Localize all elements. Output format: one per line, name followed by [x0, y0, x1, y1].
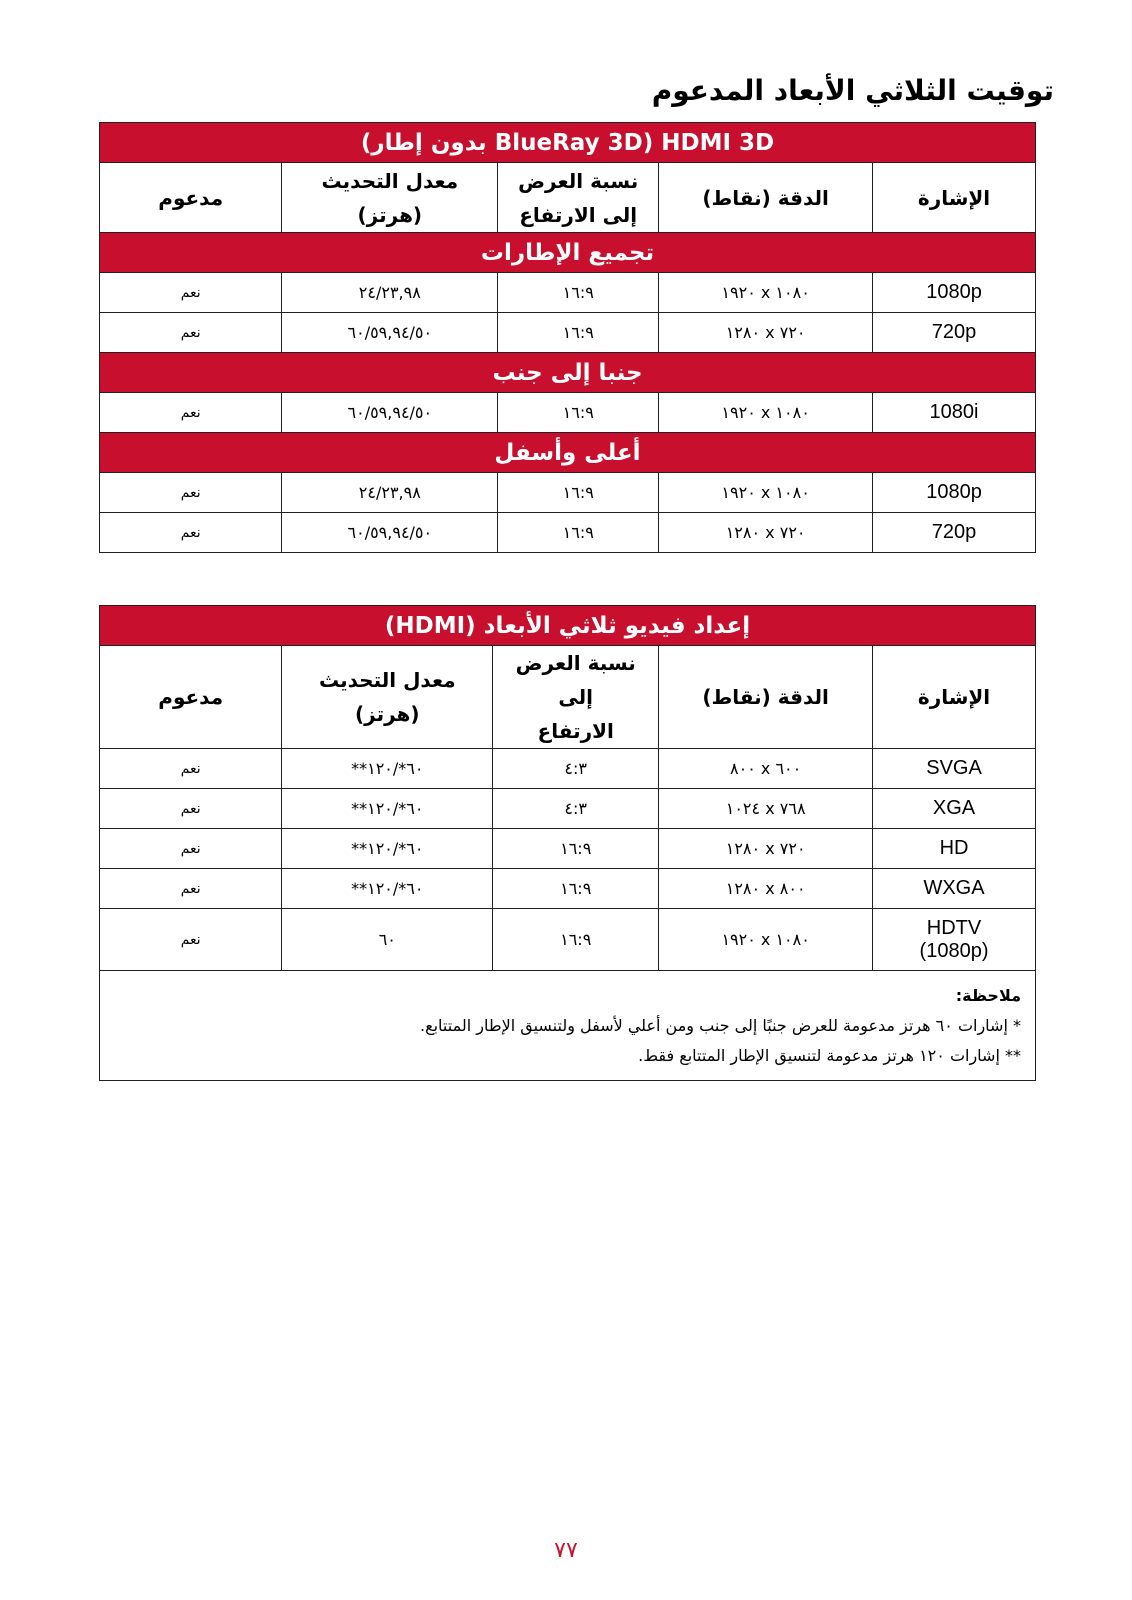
supported-cell: نعم: [100, 393, 282, 433]
refresh-cell: ٦٠/٥٩,٩٤/٥٠: [282, 313, 498, 353]
signal-cell: WXGA: [873, 869, 1036, 909]
table-row: [100, 473, 1036, 513]
supported-cell: نعم: [100, 869, 282, 909]
refresh-cell: ٦٠*/١٢٠**: [282, 789, 493, 829]
signal-cell: 1080p: [873, 273, 1036, 313]
resolution-cell: ١٩٢٠ x ١٠٨٠: [659, 393, 873, 433]
refresh-cell: ٦٠: [282, 909, 493, 971]
resolution-cell: ١٢٨٠ x ٨٠٠: [659, 869, 873, 909]
supported-cell: نعم: [100, 473, 282, 513]
resolution-cell: ١٩٢٠ x ١٠٨٠: [659, 909, 873, 971]
signal-cell: XGA: [873, 789, 1036, 829]
refresh-cell: ٢٤/٢٣,٩٨: [282, 473, 498, 513]
notes-title: ملاحظة:: [955, 985, 1021, 1005]
signal-cell: 720p: [873, 513, 1036, 553]
table-row: [100, 909, 1036, 971]
supported-cell: نعم: [100, 789, 282, 829]
table-row: [100, 869, 1036, 909]
supported-cell: نعم: [100, 273, 282, 313]
notes-box: [100, 971, 1036, 1081]
aspect-cell: ١٦:٩: [498, 473, 659, 513]
header-resolution: الدقة (نقاط): [659, 646, 873, 749]
aspect-cell: ١٦:٩: [498, 393, 659, 433]
table-row: [100, 749, 1036, 789]
aspect-cell: ١٦:٩: [493, 829, 659, 869]
refresh-cell: ٦٠/٥٩,٩٤/٥٠: [282, 513, 498, 553]
supported-cell: نعم: [100, 313, 282, 353]
refresh-cell: ٦٠/٥٩,٩٤/٥٠: [282, 393, 498, 433]
section-title: أعلى وأسفل: [100, 433, 1036, 473]
signal-cell: 720p: [873, 313, 1036, 353]
section-title: تجميع الإطارات: [100, 233, 1036, 273]
header-signal: الإشارة: [873, 163, 1036, 233]
resolution-cell: ١٢٨٠ x ٧٢٠: [659, 513, 873, 553]
resolution-cell: ١٩٢٠ x ١٠٨٠: [659, 473, 873, 513]
page-number: ٧٧: [554, 1538, 578, 1563]
table-row: [100, 393, 1036, 433]
resolution-cell: ٨٠٠ x ٦٠٠: [659, 749, 873, 789]
table-row: [100, 313, 1036, 353]
supported-cell: نعم: [100, 513, 282, 553]
refresh-cell: ٦٠*/١٢٠**: [282, 869, 493, 909]
resolution-cell: ١٩٢٠ x ١٠٨٠: [659, 273, 873, 313]
refresh-cell: ٢٤/٢٣,٩٨: [282, 273, 498, 313]
resolution-cell: ١٢٨٠ x ٧٢٠: [659, 313, 873, 353]
header-supported: مدعوم: [100, 646, 282, 749]
table-row: [100, 513, 1036, 553]
note-line: * إشارات ٦٠ هرتز مدعومة للعرض جنبًا إلى جنب ومن أعلي لأسفل ولتنسيق الإطار المتتابع.: [419, 1015, 1021, 1035]
aspect-cell: ١٦:٩: [498, 313, 659, 353]
aspect-cell: ١٦:٩: [498, 273, 659, 313]
hdmi-3d-timing-table: [99, 122, 1036, 553]
page-title: توقيت الثلاثي الأبعاد المدعوم: [651, 74, 1054, 107]
aspect-cell: ٤:٣: [493, 749, 659, 789]
header-refresh-rate: معدل التحديث (هرتز): [282, 646, 493, 749]
header-resolution: الدقة (نقاط): [659, 163, 873, 233]
signal-cell: HD: [873, 829, 1036, 869]
supported-cell: نعم: [100, 749, 282, 789]
section-title: جنبا إلى جنب: [100, 353, 1036, 393]
signal-cell: SVGA: [873, 749, 1036, 789]
table-row: [100, 789, 1036, 829]
header-supported: مدعوم: [100, 163, 282, 233]
aspect-cell: ٤:٣: [493, 789, 659, 829]
header-signal: الإشارة: [873, 646, 1036, 749]
aspect-cell: ١٦:٩: [493, 909, 659, 971]
supported-cell: نعم: [100, 829, 282, 869]
header-refresh-rate: معدل التحديث (هرتز): [282, 163, 498, 233]
resolution-cell: ١٢٨٠ x ٧٢٠: [659, 829, 873, 869]
aspect-cell: ١٦:٩: [493, 869, 659, 909]
refresh-cell: ٦٠*/١٢٠**: [282, 749, 493, 789]
table-title: HDMI 3D (BlueRay 3D بدون إطار): [100, 123, 1036, 163]
supported-cell: نعم: [100, 909, 282, 971]
signal-cell: 1080i: [873, 393, 1036, 433]
signal-cell: HDTV (1080p): [873, 909, 1036, 971]
header-aspect-ratio: نسبة العرض إلى الارتفاع: [498, 163, 659, 233]
refresh-cell: ٦٠*/١٢٠**: [282, 829, 493, 869]
aspect-cell: ١٦:٩: [498, 513, 659, 553]
header-aspect-ratio: نسبة العرض إلى الارتفاع: [493, 646, 659, 749]
table-row: [100, 829, 1036, 869]
hdmi-3d-video-setup-table: [99, 605, 1036, 1081]
signal-cell: 1080p: [873, 473, 1036, 513]
table-title: إعداد فيديو ثلاثي الأبعاد (HDMI): [100, 606, 1036, 646]
resolution-cell: ١٠٢٤ x ٧٦٨: [659, 789, 873, 829]
table-row: [100, 273, 1036, 313]
note-line: ** إشارات ١٢٠ هرتز مدعومة لتنسيق الإطار المتتابع فقط.: [638, 1045, 1021, 1065]
